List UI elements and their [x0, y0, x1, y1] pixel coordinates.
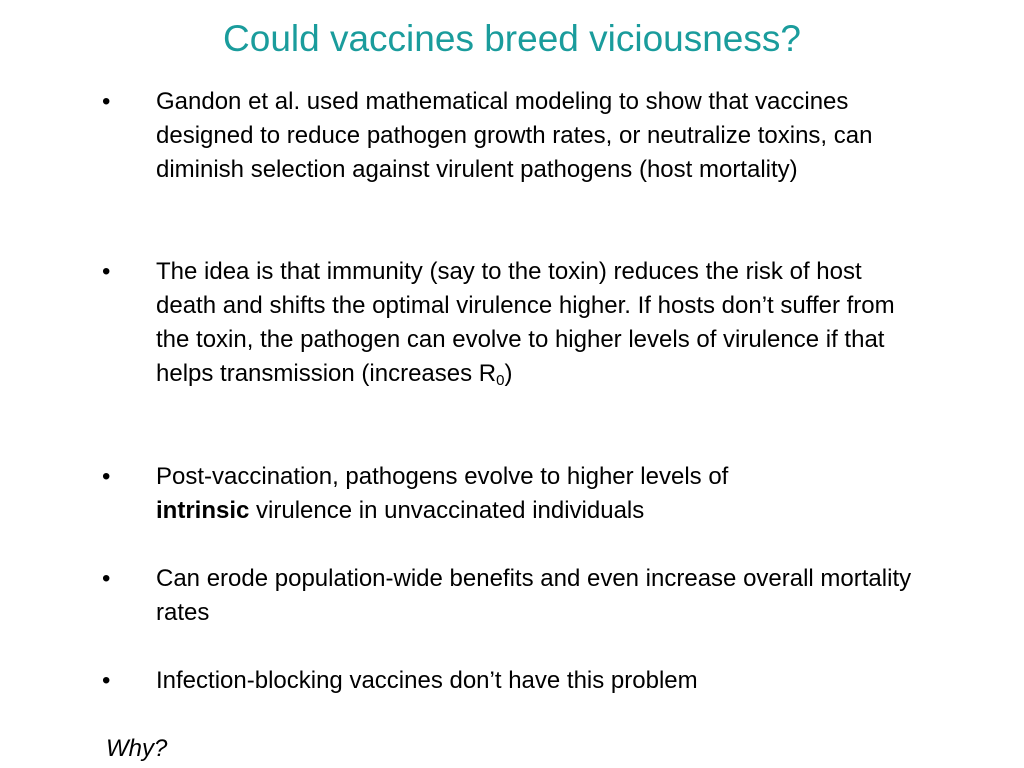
bullet-marker: • — [102, 565, 111, 592]
subscript: 0 — [496, 372, 505, 389]
closing-question: Why? — [106, 735, 168, 762]
bullet-text: Gandon et al. used mathematical modeling to show that vaccines designed to reduce pathogen growth rates, or neutralize toxins, can diminish selection against virulent pathogens (host mortality) — [156, 88, 873, 183]
bullet-marker: • — [102, 463, 111, 490]
bullet-marker: • — [102, 667, 111, 694]
bullet-text-line1: Post-vaccination, pathogens evolve to higher levels of — [156, 463, 729, 490]
bullet-text-end: ) — [504, 360, 513, 387]
bullet-marker: • — [102, 88, 111, 115]
bullet-text — [156, 255, 916, 391]
bold-term: intrinsic — [156, 497, 250, 524]
bullet-text: Infection-blocking vaccines don’t have this problem — [156, 667, 698, 694]
bullet-marker: • — [102, 258, 111, 285]
bullet-text: Can erode population-wide benefits and even increase overall mortality rates — [156, 565, 912, 626]
bullet-text-rest: virulence in unvaccinated individuals — [249, 497, 645, 524]
bullet-text-main: The idea is that immunity (say to the toxin) reduces the risk of host death and shifts the optimal virulence higher. If hosts don’t suffer from the toxin, the pathogen can evolve to higher levels of virulence if that helps transmission (increases R — [156, 258, 895, 387]
bullet-text — [156, 460, 916, 528]
slide-title: Could vaccines breed viciousness? — [223, 18, 801, 59]
